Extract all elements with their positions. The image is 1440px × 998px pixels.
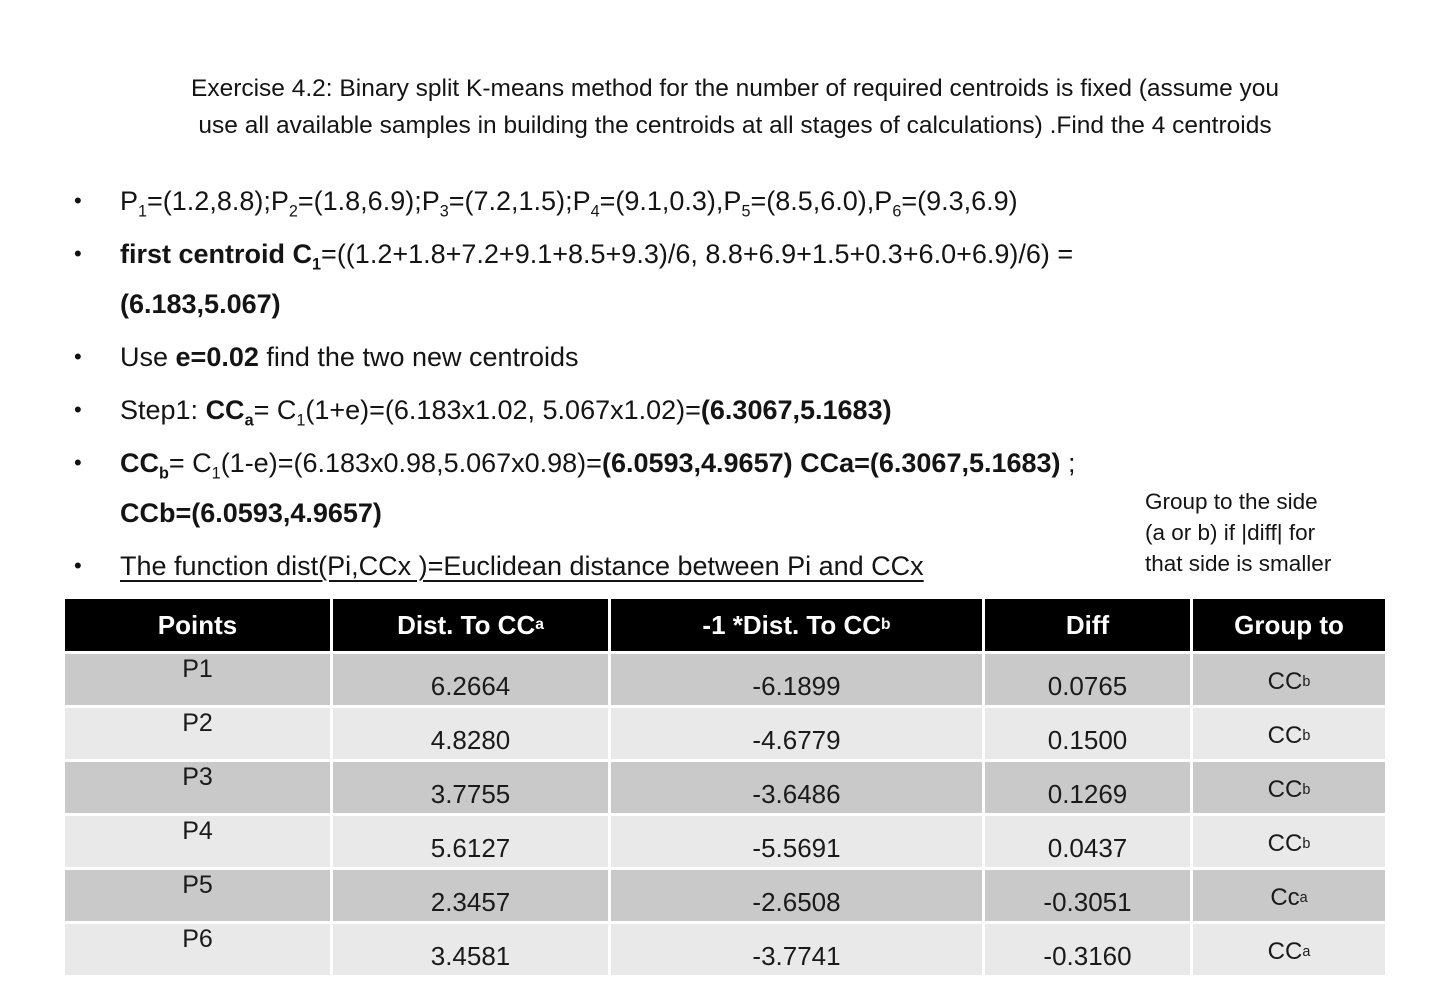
bullet-icon: • [74, 344, 82, 369]
dist-b-cell: -6.1899 [611, 654, 982, 705]
group-cell: Cc a [1193, 870, 1385, 921]
bullet-item-points [70, 176, 1394, 226]
dist-b-cell: -3.6486 [611, 762, 982, 813]
side-note-line-1: Group to the side [1145, 489, 1318, 514]
bullet-item-first-centroid [70, 229, 1394, 329]
bullet-item-epsilon [70, 332, 1394, 382]
group-label: CC [1267, 667, 1303, 695]
group-cell: CC b [1193, 654, 1385, 705]
dist-a-cell: 4.8280 [333, 708, 608, 759]
bullet-text-dist-function: The function dist(Pi,CCx )=Euclidean distance between Pi and CCx [120, 551, 924, 581]
point-cell: P1 [65, 654, 330, 705]
point-cell: P3 [65, 762, 330, 813]
side-note-line-3: that side is smaller [1145, 551, 1332, 576]
header-cell-dist-cca: Dist. To CC a [333, 599, 608, 651]
dist-b-cell: -4.6779 [611, 708, 982, 759]
diff-cell: -0.3160 [985, 924, 1190, 975]
dist-b-cell: -3.7741 [611, 924, 982, 975]
group-label: CC [1267, 937, 1303, 965]
dist-a-cell: 2.3457 [333, 870, 608, 921]
point-cell: P4 [65, 816, 330, 867]
bullet-text-epsilon: Use e=0.02 find the two new centroids [120, 342, 579, 372]
dist-a-cell: 3.4581 [333, 924, 608, 975]
group-label: CC [1267, 721, 1303, 749]
header-cell-dist-ccb: -1 *Dist. To CC b [611, 599, 982, 651]
bullet-icon: • [74, 397, 82, 422]
bullet-item-step1 [70, 385, 1394, 435]
bullet-icon: • [74, 241, 82, 266]
bullet-text-ccb: $CC_b= C_1(1-e)=(6.183x0.98,5.067x0.98)=(6.0593,4.9657)$ CCa=(6.3067,5.1683) ; CCb=(6.0593,4.9657) [120, 448, 1076, 528]
dist-a-cell: 6.2664 [333, 654, 608, 705]
point-cell: P2 [65, 708, 330, 759]
bullet-icon: • [74, 553, 82, 578]
bullet-text-step1: Step1: $CC_a= C_1(1+e)=(6.183x1.02$, 5.067x1.02)=(6.3067,5.1683) [120, 395, 892, 430]
group-label: CC [1267, 775, 1303, 803]
diff-cell: -0.3051 [985, 870, 1190, 921]
header-cell-diff: Diff [985, 599, 1190, 651]
diff-cell: 0.0765 [985, 654, 1190, 705]
slide-title-line-1: Exercise 4.2: Binary split K-means method for the number of required centroids is fixed (assume you [190, 75, 1280, 102]
group-cell: CC a [1193, 924, 1385, 975]
diff-cell: 0.1500 [985, 708, 1190, 759]
group-cell: CC b [1193, 708, 1385, 759]
results-table [65, 599, 1386, 975]
dist-a-cell: 5.6127 [333, 816, 608, 867]
dist-b-cell: -2.6508 [611, 870, 982, 921]
point-cell: P5 [65, 870, 330, 921]
group-cell: CC b [1193, 816, 1385, 867]
dist-b-cell: -5.5691 [611, 816, 982, 867]
group-cell: CC b [1193, 762, 1385, 813]
diff-cell: 0.1269 [985, 762, 1190, 813]
diff-cell: 0.0437 [985, 816, 1190, 867]
slide-title [70, 70, 1400, 144]
bullet-icon: • [74, 450, 82, 475]
bullet-icon: • [74, 188, 82, 213]
side-note-line-2: (a or b) if |diff| for [1145, 520, 1316, 545]
slide-title-line-2: use all available samples in building the centroids at all stages of calculations) .Find the 4 centroids [198, 112, 1272, 139]
bullet-text-first-centroid: first centroid $C_1=((1.2+1.8+7.2+9.1+8.5+9.3)/6$, 8.8+6.9+1.5+0.3+6.0+6.9)/6) = (6.183,5.067) [120, 239, 1074, 319]
point-cell: P6 [65, 924, 330, 975]
group-label: Cc [1270, 883, 1300, 911]
side-note [1145, 486, 1405, 579]
header-cell-points: Points [65, 599, 330, 651]
bullet-text-points: $P_1=(1.2,8.8);P_2=(1.8,6.9);P_3=(7.2,1.5);P_4=(9.1,0.3),P_5=(8.5,6.0),P_6=(9.3,6.9)$ [120, 186, 1018, 221]
header-cell-group-to: Group to [1193, 599, 1385, 651]
dist-a-cell: 3.7755 [333, 762, 608, 813]
group-label: CC [1267, 829, 1303, 857]
